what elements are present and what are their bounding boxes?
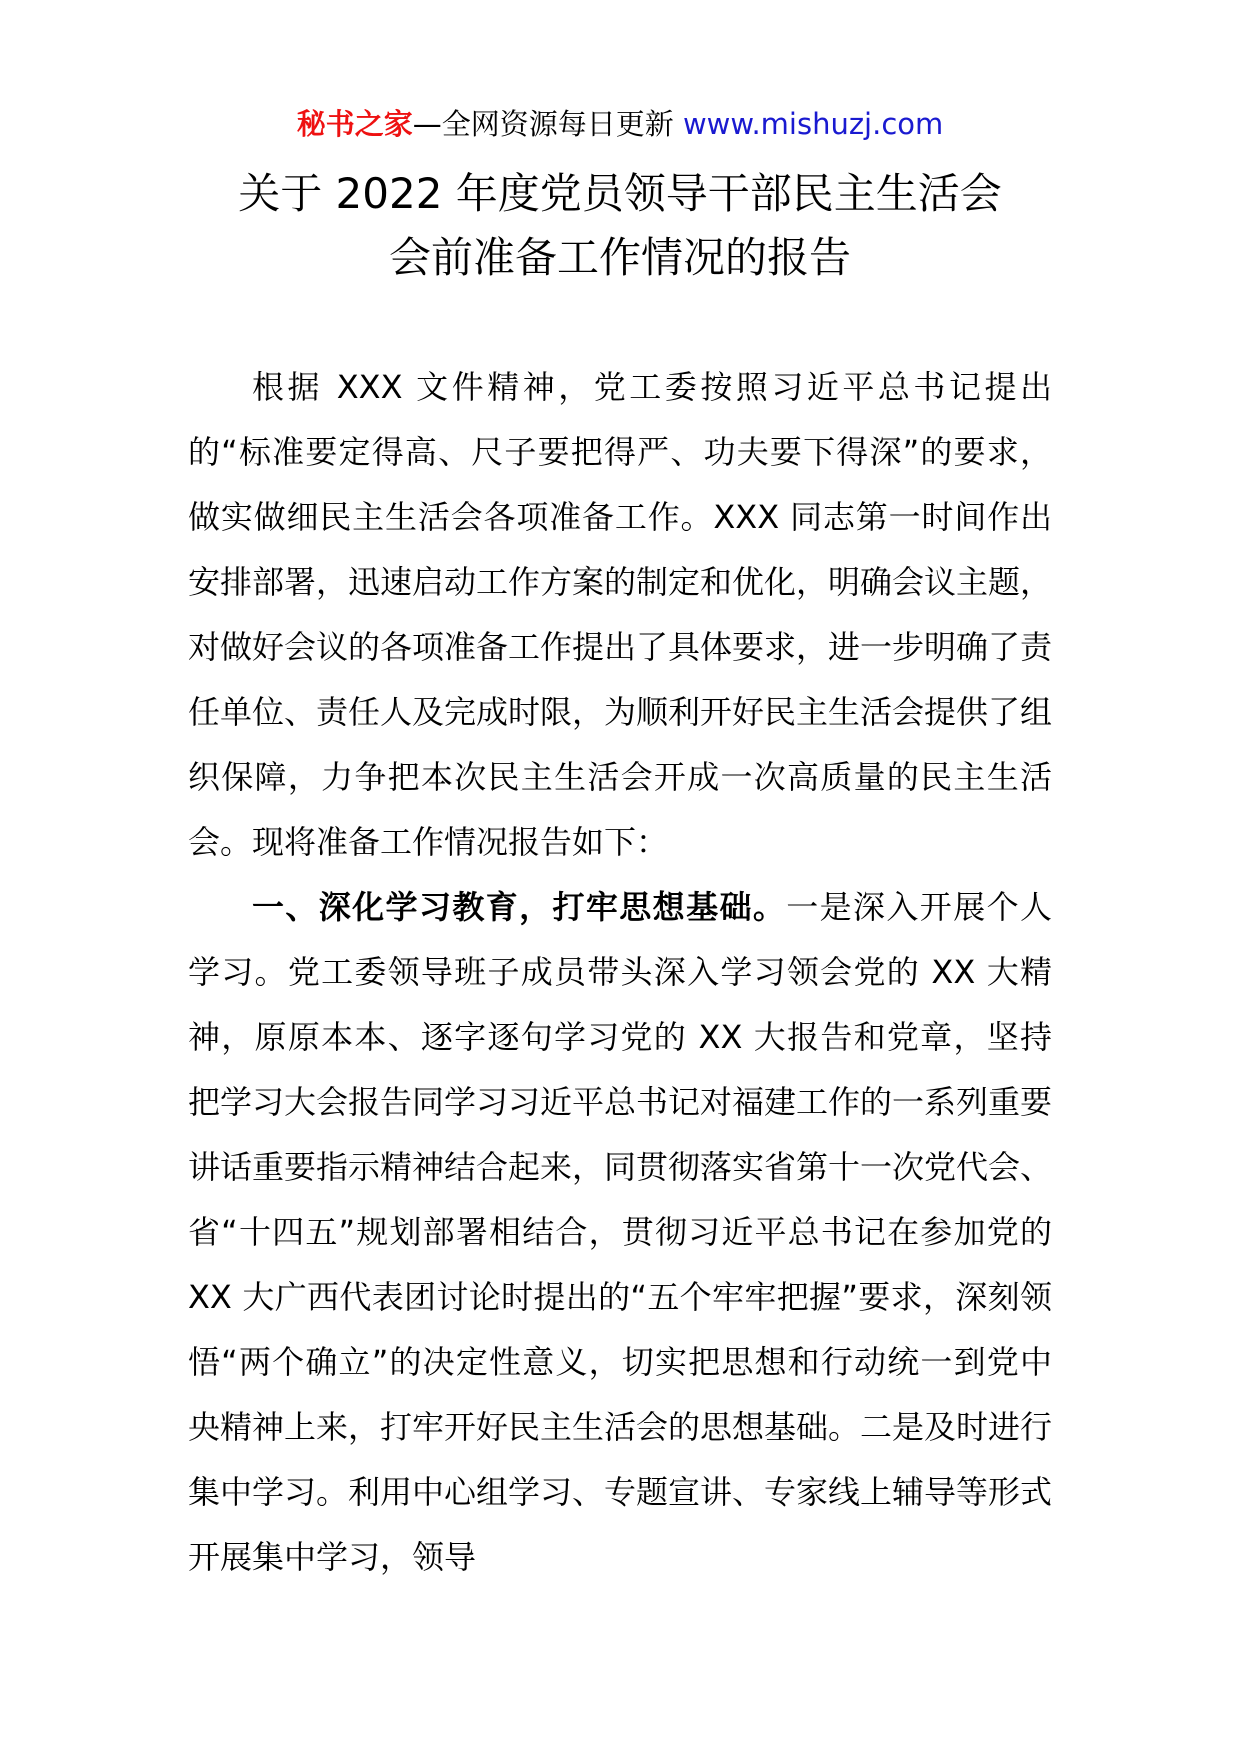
paragraph-intro [188, 355, 1052, 875]
title-line-1: 关于 2022 年度党员领导干部民主生活会 [238, 169, 1002, 218]
document-title [0, 162, 1240, 290]
section-1-text: 一是深入开展个人学习。党工委领导班子成员带头深入学习领会党的 XX 大精神，原原本本、逐字逐句学习党的 XX 大报告和党章，坚持把学习大会报告同学习习近平总书记对福建工作的一系列重要讲话重要指示精神结合起来，同贯彻落实省第十一次党代会、省“十四五”规划部署相结合，贯彻习近平总书记在参加党的 XX 大广西代表团讨论时提出的“五个牢牢把握”要求，深刻领悟“两个确立”的决定性意义，切实把思想和行动统一到党中央精神上来，打牢开好民主生活会的思想基础。二是及时进行集中学习。利用中心组学习、专题宣讲、专家线上辅导等形式开展集中学习，领导 [188, 888, 1053, 1576]
watermark-brand: 秘书之家 [296, 107, 413, 141]
watermark-url: www.mishuzj.com [682, 107, 944, 141]
watermark-header [0, 104, 1240, 144]
paragraph-intro-text: 根据 XXX 文件精神，党工委按照习近平总书记提出的“标准要定得高、尺子要把得严、功夫要下得深”的要求，做实做细民主生活会各项准备工作。XXX 同志第一时间作出安排部署，迅速启动工作方案的制定和优化，明确会议主题，对做好会议的各项准备工作提出了具体要求，进一步明确了责任单位、责任人及完成时限，为顺利开好民主生活会提供了组织保障，力争把本次民主生活会开成一次高质量的民主生活会。现将准备工作情况报告如下： [188, 368, 1053, 861]
section-1-heading: 一、深化学习教育，打牢思想基础。 [252, 888, 787, 926]
document-body [188, 355, 1052, 1590]
watermark-tagline: —全网资源每日更新 [412, 107, 683, 141]
title-line-2: 会前准备工作情况的报告 [388, 233, 851, 282]
paragraph-section-1 [188, 875, 1052, 1590]
